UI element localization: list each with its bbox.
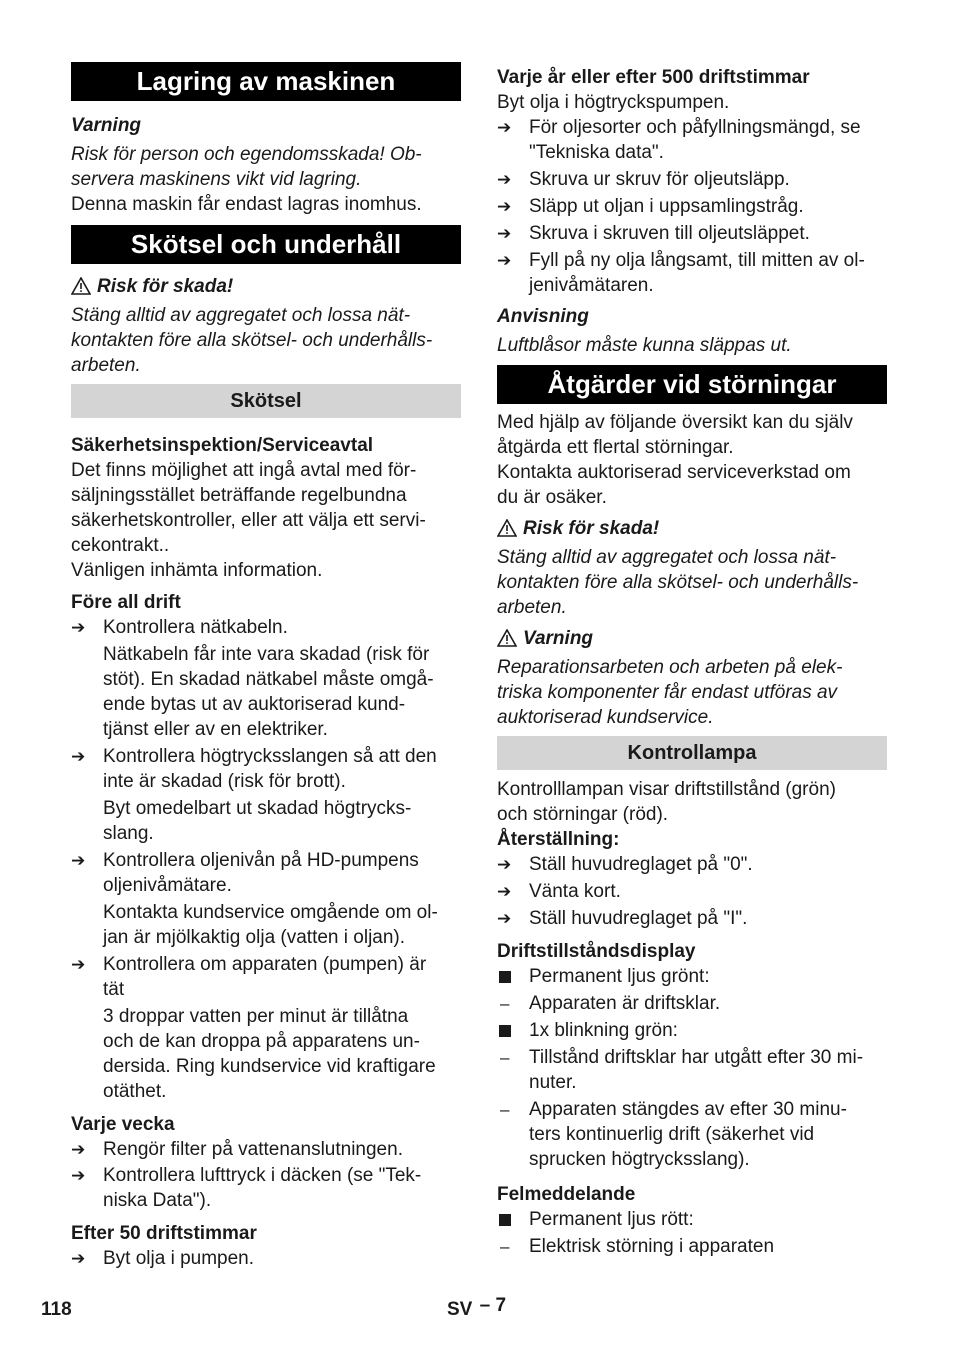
- footer-lang: SV: [447, 1299, 473, 1320]
- storage-warning-line: Risk för person och egendomsskada! Ob-: [71, 144, 422, 165]
- lamp-heading: Kontrollampa: [497, 736, 887, 770]
- error-heading: Felmeddelande: [497, 1184, 636, 1205]
- note-line: stöt). En skadad nätkabel måste omgå-: [103, 669, 434, 690]
- arrow-icon: ➔: [497, 855, 512, 874]
- inspection-line: Det finns möjlighet att ingå avtal med för-: [71, 460, 417, 481]
- list-item-text: Fyll på ny olja långsamt, till mitten av ol-: [529, 250, 865, 271]
- list-item-text: Skruva ur skruv för oljeutsläpp.: [529, 169, 790, 190]
- note-line: 3 droppar vatten per minut är tillåtna: [103, 1006, 409, 1027]
- dash-icon: –: [500, 1048, 510, 1067]
- list-item-text: Permanent ljus grönt:: [529, 966, 710, 987]
- faults-risk-text: Risk för skada!: [523, 518, 660, 539]
- list-note: [71, 642, 461, 742]
- dash-icon: –: [500, 1237, 510, 1256]
- faults-intro-line: Med hjälp av följande översikt kan du själv: [497, 412, 853, 433]
- faults-warning-text: Varning: [523, 628, 594, 649]
- arrow-icon: ➔: [71, 851, 86, 870]
- note-line: Kontakta kundservice omgående om ol-: [103, 902, 438, 923]
- list-note: [71, 1004, 461, 1104]
- faults-risk-label: [497, 516, 887, 541]
- faults-risk-line: kontakten före alla skötsel- och underhålls-: [497, 572, 859, 593]
- list-item: [71, 1137, 461, 1162]
- faults-intro-line: Kontakta auktoriserad serviceverkstad om: [497, 462, 851, 483]
- list-item-text: inte är skadad (risk för brott).: [103, 771, 346, 792]
- care-risk-line: arbeten.: [71, 355, 141, 376]
- arrow-icon: ➔: [71, 747, 86, 766]
- inspection-line: säljningsstället beträffande regelbundna: [71, 485, 407, 506]
- arrow-icon: ➔: [71, 1140, 86, 1159]
- list-item-text: Ställ huvudreglaget på "0".: [529, 854, 753, 875]
- left-column: [71, 62, 461, 1271]
- arrow-icon: ➔: [71, 955, 86, 974]
- note-text: Luftblåsor måste kunna släppas ut.: [497, 335, 792, 356]
- note-label: Anvisning: [497, 306, 589, 327]
- list-item-text: Släpp ut oljan i uppsamlingstråg.: [529, 196, 804, 217]
- storage-heading: Lagring av maskinen: [71, 62, 461, 101]
- list-item-text: Vänta kort.: [529, 881, 621, 902]
- footer-subpage: – 7: [479, 1295, 507, 1316]
- note-line: Nätkabeln får inte vara skadad (risk för: [103, 644, 430, 665]
- note-line: dersida. Ring kundservice vid kraftigare: [103, 1056, 436, 1077]
- list-item-text: Rengör filter på vattenanslutningen.: [103, 1139, 403, 1160]
- note-line: tjänst eller av en elektriker.: [103, 719, 328, 740]
- inspection-line: cekontrakt..: [71, 535, 170, 556]
- faults-intro-line: du är osäker.: [497, 487, 607, 508]
- list-item: [497, 1018, 887, 1043]
- list-item-text: jenivåmätaren.: [529, 275, 654, 296]
- list-item-text: Tillstånd driftsklar har utgått efter 30 mi-: [529, 1047, 864, 1068]
- faults-risk-line: Stäng alltid av aggregatet och lossa nät-: [497, 547, 837, 568]
- faults-warning-line: auktoriserad kundservice.: [497, 707, 714, 728]
- right-column: [497, 62, 887, 1259]
- list-item-text: nuter.: [529, 1072, 577, 1093]
- faults-warning-line: triska komponenter får endast utföras av: [497, 682, 838, 703]
- list-item: [497, 248, 887, 298]
- square-bullet-icon: [499, 1214, 511, 1226]
- arrow-icon: ➔: [71, 1249, 86, 1268]
- arrow-icon: ➔: [71, 1166, 86, 1185]
- list-item-text: Kontrollera lufttryck i däcken (se "Tek-: [103, 1165, 422, 1186]
- page-number: 118: [41, 1299, 72, 1320]
- arrow-icon: ➔: [497, 170, 512, 189]
- list-item: [497, 115, 887, 165]
- reset-heading: Återställning:: [497, 829, 620, 850]
- h50-heading: Efter 50 driftstimmar: [71, 1223, 257, 1244]
- note-line: ende bytas ut av auktoriserad kund-: [103, 694, 406, 715]
- storage-note: Denna maskin får endast lagras inomhus.: [71, 194, 422, 215]
- note-line: Byt omedelbart ut skadad högtrycks-: [103, 798, 412, 819]
- list-item: [497, 1045, 887, 1095]
- arrow-icon: ➔: [497, 909, 512, 928]
- list-item: [71, 1163, 461, 1213]
- list-item: [497, 879, 887, 904]
- dash-icon: –: [500, 994, 510, 1013]
- list-item: [71, 615, 461, 640]
- faults-intro-line: åtgärda ett flertal störningar.: [497, 437, 734, 458]
- list-item-text: Elektrisk störning i apparaten: [529, 1236, 775, 1257]
- list-item-text: Kontrollera nätkabeln.: [103, 617, 288, 638]
- warning-triangle-icon: [497, 519, 517, 537]
- list-item: [71, 1246, 461, 1271]
- list-note: [71, 796, 461, 846]
- list-item: [497, 964, 887, 989]
- note-line: och de kan droppa på apparatens un-: [103, 1031, 420, 1052]
- storage-warning-line: servera maskinens vikt vid lagring.: [71, 169, 362, 190]
- list-item: [497, 906, 887, 931]
- lamp-text-line: och störningar (röd).: [497, 804, 669, 825]
- list-item-text: sprucken högtrycksslang).: [529, 1149, 750, 1170]
- inspection-heading: Säkerhetsinspektion/Serviceavtal: [71, 435, 374, 456]
- square-bullet-icon: [499, 1025, 511, 1037]
- yearly-heading: Varje år eller efter 500 driftstimmar: [497, 67, 810, 88]
- faults-warning-label: [497, 626, 887, 651]
- list-item: [71, 848, 461, 898]
- before-heading: Före all drift: [71, 592, 181, 613]
- care-risk-label: [71, 274, 461, 299]
- lamp-text-line: Kontrolllampan visar driftstillstånd (grön): [497, 779, 836, 800]
- list-item: [497, 221, 887, 246]
- note-line: slang.: [103, 823, 154, 844]
- list-item-text: Kontrollera högtrycksslangen så att den: [103, 746, 437, 767]
- faults-warning-line: Reparationsarbeten och arbeten på elek-: [497, 657, 843, 678]
- list-item-text: 1x blinkning grön:: [529, 1020, 678, 1041]
- list-item-text: Kontrollera om apparaten (pumpen) är: [103, 954, 427, 975]
- list-item: [497, 852, 887, 877]
- care-risk-text: Risk för skada!: [97, 276, 234, 297]
- arrow-icon: ➔: [497, 882, 512, 901]
- warning-triangle-icon: [71, 277, 91, 295]
- list-item-text: Byt olja i pumpen.: [103, 1248, 255, 1269]
- list-item: [497, 167, 887, 192]
- list-item-text: Apparaten stängdes av efter 30 minu-: [529, 1099, 847, 1120]
- arrow-icon: ➔: [497, 118, 512, 137]
- note-line: jan är mjölkaktig olja (vatten i oljan).: [103, 927, 406, 948]
- list-item: [71, 952, 461, 1002]
- inspection-line: Vänligen inhämta information.: [71, 560, 323, 581]
- list-item-text: oljenivåmätare.: [103, 875, 232, 896]
- arrow-icon: ➔: [497, 197, 512, 216]
- list-item: [497, 194, 887, 219]
- arrow-icon: ➔: [71, 618, 86, 637]
- list-item-text: Skruva i skruven till oljeutsläppet.: [529, 223, 810, 244]
- footer-section: [447, 1297, 506, 1322]
- skotsel-heading: Skötsel: [71, 384, 461, 418]
- list-item-text: Kontrollera oljenivån på HD-pumpens: [103, 850, 419, 871]
- warning-triangle-icon: [497, 629, 517, 647]
- faults-risk-line: arbeten.: [497, 597, 567, 618]
- list-note: [71, 900, 461, 950]
- list-item-text: Ställ huvudreglaget på "I".: [529, 908, 748, 929]
- faults-heading: Åtgärder vid störningar: [497, 365, 887, 404]
- status-heading: Driftstillståndsdisplay: [497, 941, 696, 962]
- list-item-text: För oljesorter och påfyllningsmängd, se: [529, 117, 861, 138]
- inspection-line: säkerhetskontroller, eller att välja ett servi-: [71, 510, 426, 531]
- list-item-text: Permanent ljus rött:: [529, 1209, 694, 1230]
- yearly-intro: Byt olja i högtryckspumpen.: [497, 92, 730, 113]
- storage-warning-label: Varning: [71, 115, 142, 136]
- list-item-text: tät: [103, 979, 125, 1000]
- list-item: [497, 991, 887, 1016]
- weekly-heading: Varje vecka: [71, 1114, 175, 1135]
- square-bullet-icon: [499, 971, 511, 983]
- note-line: otäthet.: [103, 1081, 167, 1102]
- list-item-text: Apparaten är driftsklar.: [529, 993, 721, 1014]
- arrow-icon: ➔: [497, 251, 512, 270]
- dash-icon: –: [500, 1100, 510, 1119]
- list-item-text: "Tekniska data".: [529, 142, 664, 163]
- list-item: [497, 1234, 887, 1259]
- list-item: [497, 1097, 887, 1172]
- list-item: [71, 744, 461, 794]
- list-item-text: niska Data").: [103, 1190, 212, 1211]
- arrow-icon: ➔: [497, 224, 512, 243]
- list-item-text: ters kontinuerlig drift (säkerhet vid: [529, 1124, 815, 1145]
- care-risk-line: kontakten före alla skötsel- och underhålls-: [71, 330, 433, 351]
- list-item: [497, 1207, 887, 1232]
- care-risk-line: Stäng alltid av aggregatet och lossa nät-: [71, 305, 411, 326]
- care-heading: Skötsel och underhåll: [71, 225, 461, 264]
